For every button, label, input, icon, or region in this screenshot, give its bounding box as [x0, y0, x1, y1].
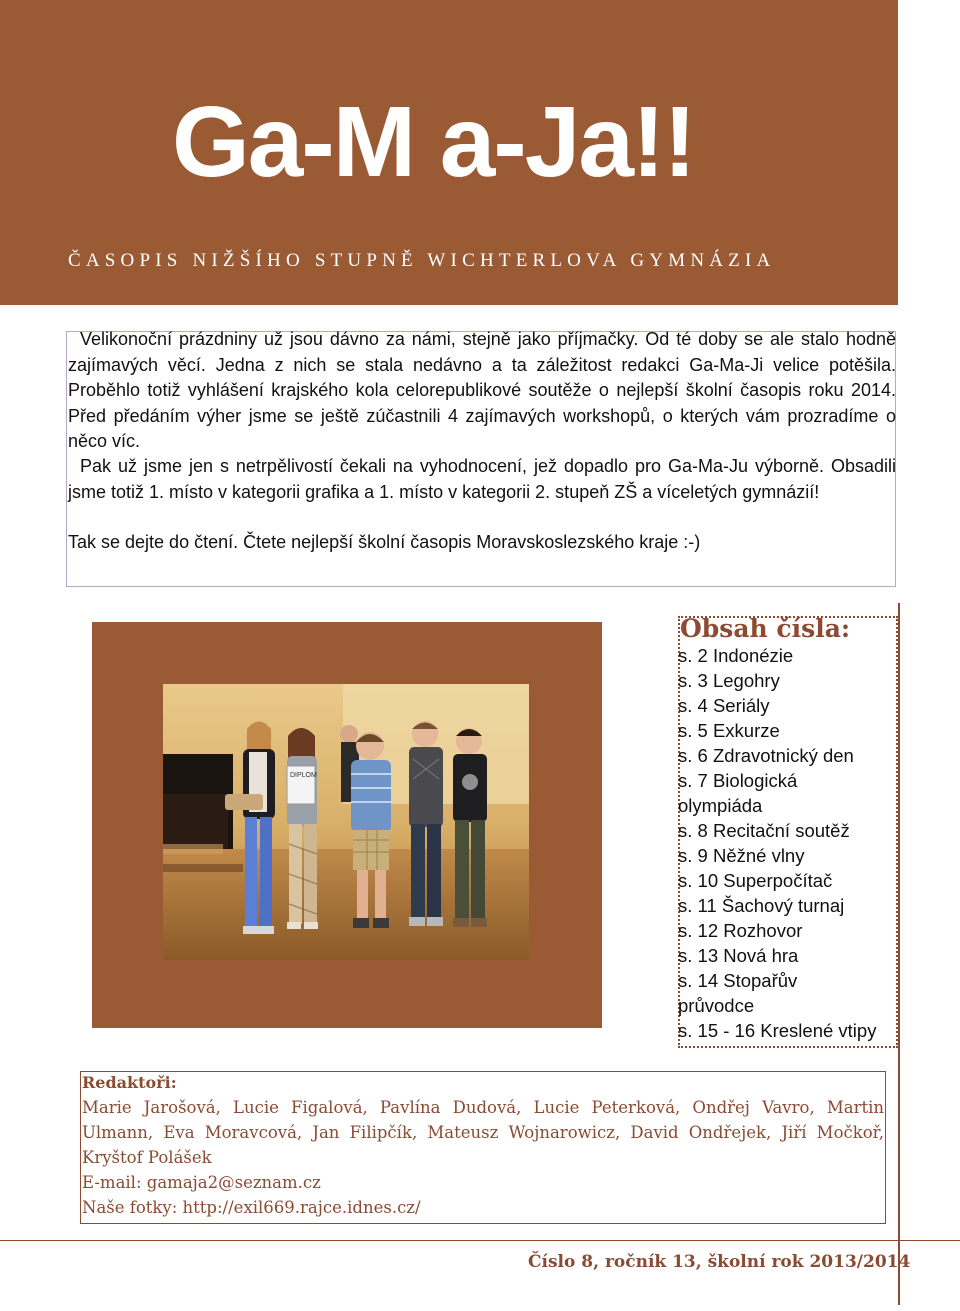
editors-names: Marie Jarošová, Lucie Figalová, Pavlína Dudová, Lucie Peterková, Ondřej Vavro, Martin Ulmann, Eva Moravcová, Jan Filipčík, Mateusz Wojnarowicz, David Ondřejek, Jiří Močkoř, Kryštof Polášek — [82, 1098, 884, 1167]
toc-item: s. 13 Nová hra — [678, 945, 799, 966]
magazine-title: Ga-M a-Ja!! — [172, 86, 695, 198]
diploma-text: DIPLOM — [290, 772, 317, 779]
editors-heading: Redaktoři: — [82, 1073, 177, 1092]
footer-divider — [0, 1240, 960, 1241]
toc-item: s. 11 Šachový turnaj — [678, 895, 845, 916]
issue-info: Číslo 8, ročník 13, školní rok 2013/2014 — [528, 1252, 911, 1272]
toc-item: olympiáda — [678, 795, 763, 816]
toc-item: s. 15 - 16 Kreslené vtipy — [678, 1020, 877, 1041]
toc-item: s. 14 Stopařův — [678, 970, 798, 991]
toc-item: s. 6 Zdravotnický den — [678, 745, 854, 766]
toc-item: s. 4 Seriály — [678, 695, 770, 716]
magazine-subtitle: ČASOPIS NIŽŠÍHO STUPNĚ WICHTERLOVA GYMNÁZIA — [68, 250, 776, 271]
toc-title: Obsah čísla: — [680, 614, 851, 643]
toc-item: s. 10 Superpočítač — [678, 870, 833, 891]
toc-item: s. 8 Recitační soutěž — [678, 820, 850, 841]
intro-paragraph-1: Velikonoční prázdniny už jsou dávno za námi, stejně jako příjmačky. Od té doby se ale stalo hodně zajímavých věcí. Jedna z nich se stala nedávno a ta záležitost redakci Ga-Ma-Ji velice potěšila. Proběhlo totiž vyhlášení krajského kola celorepublikové soutěže o nejlepší školní časopis roku 2014. Před předáním výher jsme se ještě zúčastnili 4 zajímavých workshopů, o kterých vám prozradíme o něco víc. — [68, 329, 896, 451]
toc-item: s. 5 Exkurze — [678, 720, 780, 741]
toc-item: průvodce — [678, 995, 755, 1016]
photos-link[interactable]: Naše fotky: http://exil669.rajce.idnes.cz/ — [82, 1198, 421, 1217]
toc-item: s. 2 Indonézie — [678, 645, 794, 666]
toc-list — [678, 643, 902, 1043]
toc-item: s. 9 Něžné vlny — [678, 845, 805, 866]
toc-item: s. 12 Rozhovor — [678, 920, 803, 941]
toc-item: s. 3 Legohry — [678, 670, 780, 691]
intro-paragraph-2: Pak už jsme jen s netrpělivostí čekali na vyhodnocení, jež dopadlo pro Ga-Ma-Ju výborně. Obsadili jsme totiž 1. místo v kategorii grafika a 1. místo v kategorii 2. stupeň ZŠ a víceletých gymnázií! — [68, 456, 896, 502]
award-photo — [163, 684, 529, 960]
intro-paragraph-3: Tak se dejte do čtení. Čtete nejlepší školní časopis Moravskoslezského kraje :-) — [68, 532, 701, 552]
editors-email[interactable]: E-mail: gamaja2@seznam.cz — [82, 1173, 321, 1192]
toc-item: s. 7 Biologická — [678, 770, 798, 791]
